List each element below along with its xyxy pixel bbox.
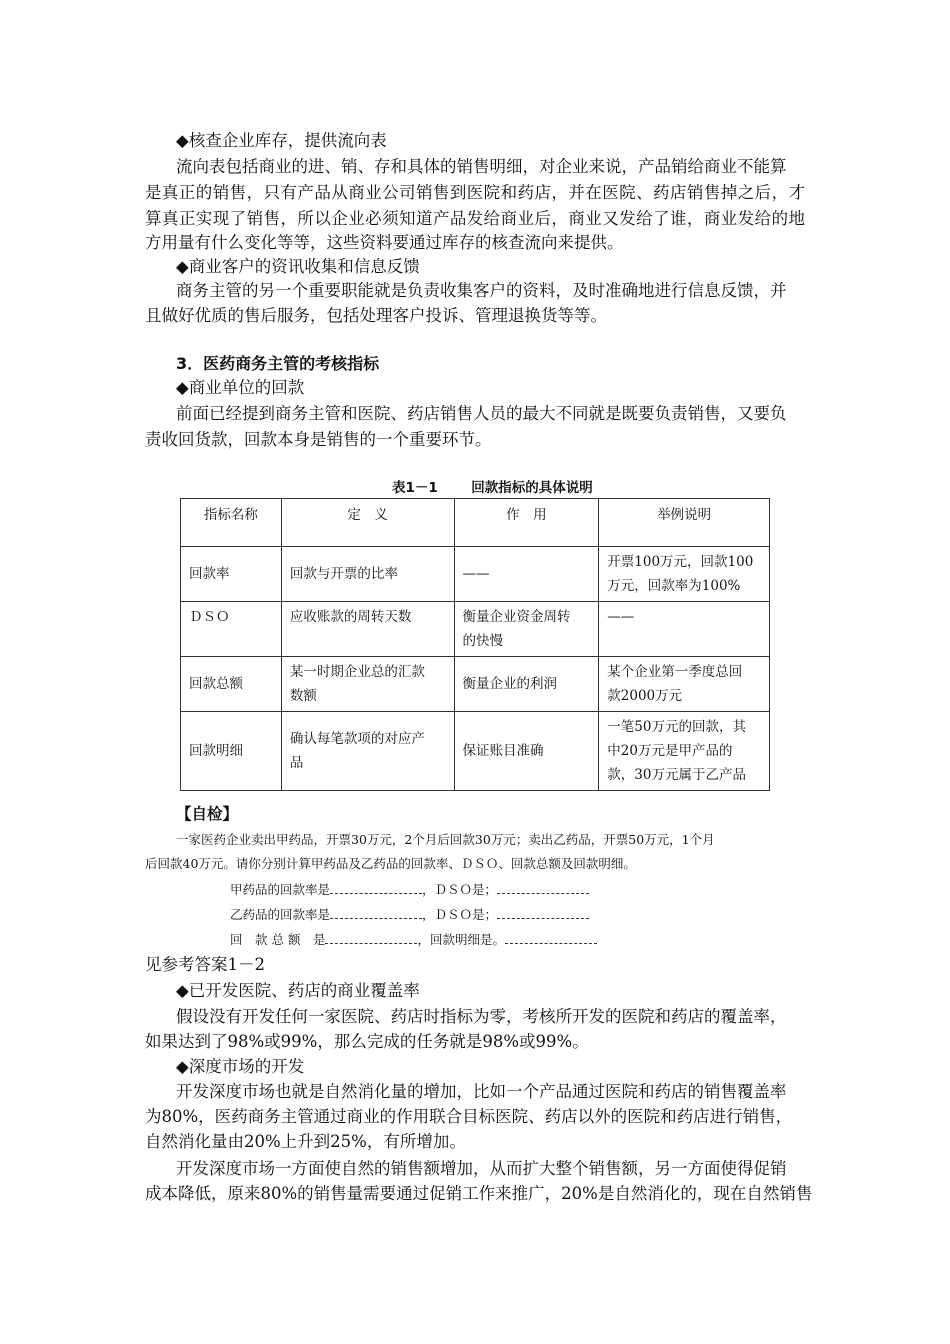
cell-line: 品	[289, 755, 304, 771]
table-caption-title: 回款指标的具体说明	[471, 480, 593, 496]
collection-index-table	[180, 498, 770, 791]
table-cell: ＤＳＯ	[181, 602, 282, 657]
paragraph-line: 前面已经提到商务主管和医院、药店销售人员的最大不同就是既要负责销售，又要负	[176, 404, 787, 423]
answer-line-a	[230, 878, 589, 902]
answer-blank[interactable]	[497, 906, 589, 919]
cell-line: 款，30万元属于乙产品	[607, 767, 746, 783]
table-header-cell: 作 用	[454, 499, 599, 547]
paragraph-line: 自然消化量由20%上升到25%，有所增加。	[145, 1132, 466, 1151]
cell-line: 某个企业第一季度总回	[607, 664, 743, 680]
table-caption	[0, 476, 950, 496]
answer-blank[interactable]	[505, 931, 597, 944]
answer-blank[interactable]	[330, 881, 422, 894]
table-cell: 回款总额	[181, 657, 282, 712]
table-header-cell: 定 义	[281, 499, 454, 547]
table-cell: 应收账款的周转天数	[281, 602, 454, 657]
selfcheck-title: 【自检】	[176, 805, 239, 823]
table-cell	[281, 657, 454, 712]
answer-label: 甲药品的回款率是	[230, 882, 331, 897]
paragraph-line: 是真正的销售，只有产品从商业公司销售到医院和药店，并在医院、药店销售掉之后，才	[145, 183, 805, 202]
paragraph-line: 开发深度市场一方面使自然的销售额增加，从而扩大整个销售额，另一方面使得促销	[176, 1159, 787, 1178]
answer-label: 乙药品的回款率是	[230, 907, 331, 922]
table-cell	[454, 602, 599, 657]
cell-line: 中20万元是甲产品的	[607, 743, 733, 759]
section-heading: 3．医药商务主管的考核指标	[176, 354, 380, 373]
table-cell: ——	[454, 547, 599, 602]
table-cell: 回款明细	[181, 712, 282, 791]
table-cell	[599, 547, 770, 602]
table-cell: 回款率	[181, 547, 282, 602]
table-cell	[599, 657, 770, 712]
paragraph-line: 责收回货款，回款本身是销售的一个重要环节。	[145, 430, 492, 449]
table-cell: 回款与开票的比率	[281, 547, 454, 602]
paragraph-line: 流向表包括商业的进、销、存和具体的销售明细，对企业来说，产品销给商业不能算	[176, 157, 787, 176]
table-header-row	[181, 499, 770, 547]
table-cell	[599, 712, 770, 791]
answer-blank[interactable]	[325, 931, 417, 944]
paragraph-line: 算真正实现了销售，所以企业必须知道产品发给商业后，商业又发给了谁，商业发给的地	[145, 209, 805, 228]
paragraph-line: 方用量有什么变化等等，这些资料要通过库存的核查流向来提供。	[145, 233, 624, 252]
answer-line-b	[230, 903, 589, 927]
table-row	[181, 547, 770, 602]
answer-label: ，回款明细是。	[417, 932, 505, 947]
bullet-heading: ◆商业单位的回款	[176, 378, 305, 397]
cell-line: 一笔50万元的回款，其	[607, 719, 746, 735]
cell-line: 开票100万元，回款100	[607, 554, 754, 570]
answer-label: 回 款 总 额 是	[230, 932, 326, 947]
cell-line: 款2000万元	[607, 688, 683, 704]
answer-blank[interactable]	[497, 881, 589, 894]
cell-line: 某一时期企业总的汇款	[289, 664, 425, 680]
table-caption-number: 表1－1	[392, 480, 438, 496]
paragraph-line: 商务主管的另一个重要职能就是负责收集客户的资料，及时准确地进行信息反馈，并	[176, 281, 787, 300]
paragraph-line: 假设没有开发任何一家医院、药店时指标为零，考核所开发的医院和药店的覆盖率，	[176, 1007, 787, 1026]
answer-line-c	[230, 928, 597, 952]
bullet-heading: ◆已开发医院、药店的商业覆盖率	[176, 981, 420, 1000]
table-header-cell: 指标名称	[181, 499, 282, 547]
table-row	[181, 712, 770, 791]
cell-line: 的快慢	[462, 633, 504, 649]
answer-label: ，ＤＳＯ是；	[422, 882, 498, 897]
table-row	[181, 602, 770, 657]
table-cell: 衡量企业的利润	[454, 657, 599, 712]
cell-line: 确认每笔款项的对应产	[289, 731, 425, 747]
bullet-heading: ◆核查企业库存，提供流向表	[176, 131, 387, 150]
bullet-heading: ◆深度市场的开发	[176, 1057, 305, 1076]
bullet-heading: ◆商业客户的资讯收集和信息反馈	[176, 257, 420, 276]
table-cell: 保证账目准确	[454, 712, 599, 791]
cell-line: 数额	[289, 688, 317, 704]
answer-blank[interactable]	[330, 906, 422, 919]
paragraph-line: 如果达到了98%或99%，那么完成的任务就是98%或99%。	[145, 1032, 589, 1051]
table-cell: ——	[599, 602, 770, 657]
cell-line: 万元，回款率为100%	[607, 578, 741, 594]
cell-line: 衡量企业资金周转	[462, 609, 571, 625]
paragraph-line: 成本降低，原来80%的销售量需要通过促销工作来推广，20%是自然消化的，现在自然销售	[145, 1184, 813, 1203]
paragraph-line: 为80%，医药商务主管通过商业的作用联合目标医院、药店以外的医院和药店进行销售，	[145, 1107, 793, 1126]
table-row	[181, 657, 770, 712]
paragraph-line: 开发深度市场也就是自然消化量的增加，比如一个产品通过医院和药店的销售覆盖率	[176, 1082, 787, 1101]
answer-label: ，ＤＳＯ是；	[422, 907, 498, 922]
reference-answer: 见参考答案1－2	[145, 955, 265, 974]
selfcheck-question-line: 后回款40万元。请你分别计算甲药品及乙药品的回款率、ＤＳＯ、回款总额及回款明细。	[145, 856, 636, 871]
paragraph-line: 且做好优质的售后服务，包括处理客户投诉、管理退换货等等。	[145, 306, 607, 325]
table-header-cell: 举例说明	[599, 499, 770, 547]
selfcheck-question-line: 一家医药企业卖出甲药品，开票30万元，2个月后回款30万元；卖出乙药品，开票50万元，1个月	[176, 832, 715, 847]
table-cell	[281, 712, 454, 791]
